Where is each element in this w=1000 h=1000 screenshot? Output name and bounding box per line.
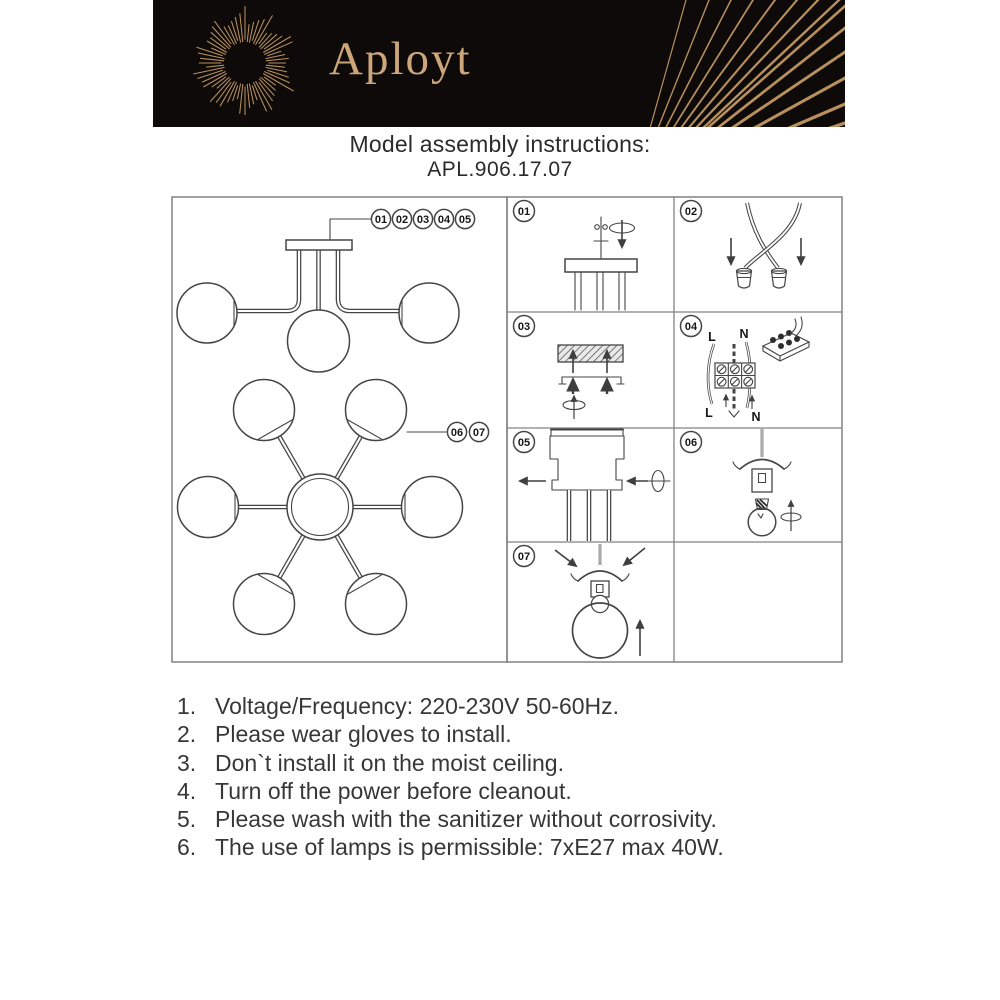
wire-label-l-top: L [708,330,716,344]
list-item [177,720,857,748]
model-number: APL.906.17.07 [427,158,573,181]
bottom-view-drawing [178,380,463,635]
brand-logo-text: Aployt [329,33,472,85]
step-cell-05 [517,430,670,542]
callout-01-05 [371,209,474,228]
step-cell-06 [733,429,801,536]
list-item [177,805,857,833]
step-number-01: 01 [517,205,531,218]
center-hub [287,474,353,540]
glass-globe [234,574,295,635]
glass-globe [402,477,463,538]
ray-fan-decoration [637,0,846,127]
item-number: 6. [177,834,197,861]
wire-label-n-bottom: N [751,410,761,424]
wire-label-l-bottom: L [705,406,713,420]
list-item [177,749,857,777]
item-text: Voltage/Frequency: 220-230V 50-60Hz. [215,693,620,719]
step-cell-01 [565,217,637,310]
item-text: Please wear gloves to install. [215,721,512,748]
step-number-05: 05 [517,436,531,449]
step-number-03: 03 [517,320,531,333]
glass-globe [346,574,407,635]
instruction-list [177,692,857,862]
side-view-drawing [177,219,459,372]
step-cell-04-wiring [705,317,809,424]
item-number: 5. [177,806,197,833]
item-text: The use of lamps is permissible: 7xE27 max 40W. [215,834,724,861]
glass-globe [234,380,295,441]
glass-globe [177,283,237,343]
item-text: Don`t install it on the moist ceiling. [215,749,564,776]
glass-globe [178,477,239,538]
item-number: 3. [177,749,197,776]
callout-label: 01 [374,213,388,226]
step-number-04: 04 [684,320,698,333]
callout-label: 07 [472,426,486,439]
callout-06-07 [407,422,489,441]
callout-label: 06 [450,426,464,439]
step-number-02: 02 [684,205,698,218]
item-number: 1. [177,693,197,719]
header-banner [153,0,845,127]
page-title: Model assembly instructions: [349,131,651,157]
list-item [177,777,857,805]
lamp-socket [752,469,772,492]
glass-globe [288,310,350,372]
step-cell-02 [731,203,801,288]
light-bulb [748,508,776,536]
item-text: Turn off the power before cleanout. [215,777,572,804]
glass-globe [346,380,407,441]
wire-label-n-top: N [739,327,749,341]
callout-label: 02 [395,213,409,226]
item-number: 4. [177,777,197,804]
item-text: Please wash with the sanitizer without corrosivity. [215,806,717,833]
banner-art [153,0,845,127]
starburst-logo-icon [193,6,293,115]
callout-label: 03 [416,213,430,226]
terminal-block-3d [763,317,809,361]
assembly-diagram [150,190,850,670]
glass-globe [399,283,459,343]
callout-label: 05 [458,213,472,226]
canopy-plate [286,240,352,250]
list-item [177,692,857,720]
step-number-06: 06 [684,436,698,449]
ceiling-hatch [558,345,623,362]
list-item [177,833,857,861]
step-cell-03 [558,345,624,419]
lamp-socket [591,581,609,597]
callout-label: 04 [437,213,451,226]
item-number: 2. [177,721,197,748]
step-number-07: 07 [517,550,531,563]
step-cell-07 [555,544,645,658]
